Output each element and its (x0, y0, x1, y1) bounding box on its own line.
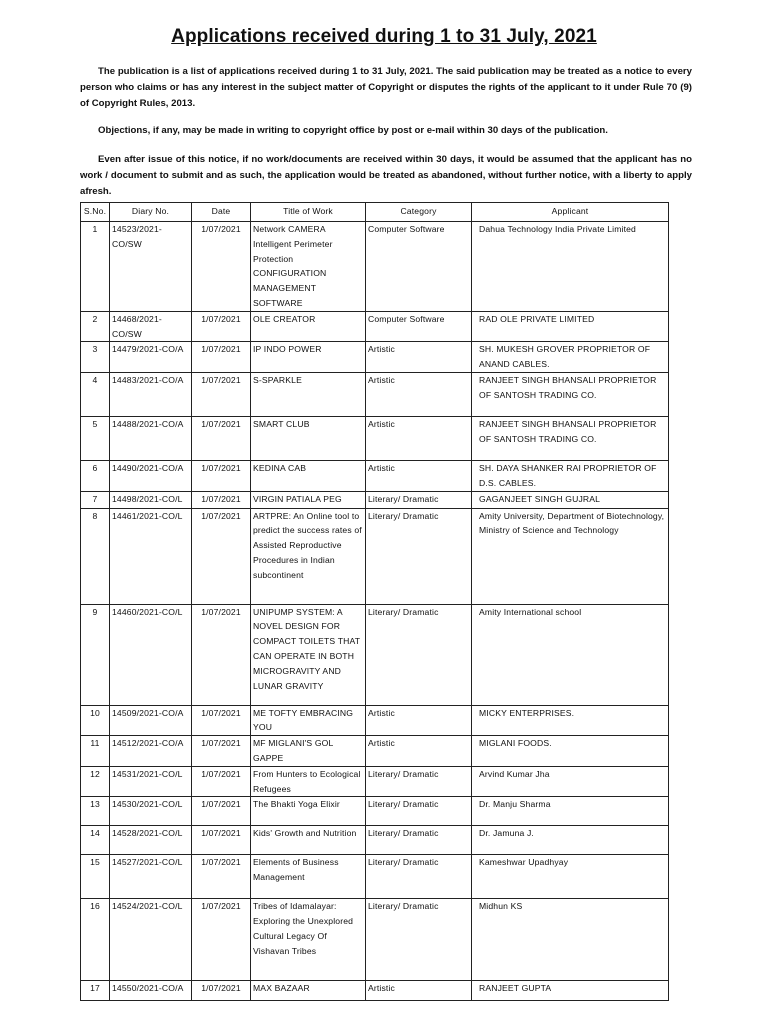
cell-applicant: Midhun KS (472, 899, 669, 981)
cell-category: Literary/ Dramatic (366, 797, 472, 826)
cell-applicant: RANJEET SINGH BHANSALI PROPRIETOR OF SANTOSH TRADING CO. (472, 372, 669, 416)
cell-date: 1/07/2021 (192, 705, 251, 736)
cell-sno: 9 (81, 604, 110, 705)
cell-sno: 17 (81, 981, 110, 1001)
cell-title-of-work: UNIPUMP SYSTEM: A NOVEL DESIGN FOR COMPACT TOILETS THAT CAN OPERATE IN BOTH MICROGRAVITY AND LUNAR GRAVITY (251, 604, 366, 705)
cell-sno: 3 (81, 342, 110, 373)
table-row (81, 491, 669, 508)
cell-title-of-work: OLE CREATOR (251, 311, 366, 342)
cell-title-of-work: Tribes of Idamalayar: Exploring the Unexplored Cultural Legacy Of Vishavan Tribes (251, 899, 366, 981)
cell-title-of-work: Kids' Growth and Nutrition (251, 826, 366, 855)
cell-diary-no: 14468/2021-CO/SW (110, 311, 192, 342)
cell-date: 1/07/2021 (192, 460, 251, 491)
cell-sno: 15 (81, 855, 110, 899)
cell-category: Artistic (366, 736, 472, 767)
cell-category: Literary/ Dramatic (366, 826, 472, 855)
cell-date: 1/07/2021 (192, 311, 251, 342)
cell-category: Computer Software (366, 222, 472, 312)
cell-applicant: RANJEET GUPTA (472, 981, 669, 1001)
cell-applicant: Dahua Technology India Private Limited (472, 222, 669, 312)
cell-applicant: RAD OLE PRIVATE LIMITED (472, 311, 669, 342)
table-row (81, 736, 669, 767)
cell-diary-no: 14490/2021-CO/A (110, 460, 192, 491)
cell-category: Literary/ Dramatic (366, 604, 472, 705)
cell-date: 1/07/2021 (192, 981, 251, 1001)
cell-diary-no: 14523/2021-CO/SW (110, 222, 192, 312)
cell-applicant: RANJEET SINGH BHANSALI PROPRIETOR OF SANTOSH TRADING CO. (472, 416, 669, 460)
cell-title-of-work: KEDINA CAB (251, 460, 366, 491)
cell-sno: 13 (81, 797, 110, 826)
cell-date: 1/07/2021 (192, 766, 251, 797)
cell-date: 1/07/2021 (192, 899, 251, 981)
cell-diary-no: 14528/2021-CO/L (110, 826, 192, 855)
cell-category: Artistic (366, 981, 472, 1001)
cell-title-of-work: S-SPARKLE (251, 372, 366, 416)
notice-paragraph (80, 64, 692, 113)
cell-applicant: SH. MUKESH GROVER PROPRIETOR OF ANAND CABLES. (472, 342, 669, 373)
cell-sno: 4 (81, 372, 110, 416)
cell-date: 1/07/2021 (192, 342, 251, 373)
cell-diary-no: 14512/2021-CO/A (110, 736, 192, 767)
cell-date: 1/07/2021 (192, 736, 251, 767)
cell-category: Artistic (366, 705, 472, 736)
cell-title-of-work: Elements of Business Management (251, 855, 366, 899)
cell-title-of-work: IP INDO POWER (251, 342, 366, 373)
cell-applicant: Kameshwar Upadhyay (472, 855, 669, 899)
cell-sno: 11 (81, 736, 110, 767)
cell-title-of-work: From Hunters to Ecological Refugees (251, 766, 366, 797)
header-date: Date (192, 203, 251, 222)
cell-category: Artistic (366, 342, 472, 373)
cell-title-of-work: SMART CLUB (251, 416, 366, 460)
cell-diary-no: 14461/2021-CO/L (110, 508, 192, 604)
cell-applicant: GAGANJEET SINGH GUJRAL (472, 491, 669, 508)
cell-category: Artistic (366, 372, 472, 416)
objections-paragraph (80, 123, 692, 139)
table-row (81, 826, 669, 855)
cell-category: Literary/ Dramatic (366, 491, 472, 508)
cell-sno: 1 (81, 222, 110, 312)
cell-applicant: Amity International school (472, 604, 669, 705)
cell-date: 1/07/2021 (192, 826, 251, 855)
cell-diary-no: 14498/2021-CO/L (110, 491, 192, 508)
cell-title-of-work: ME TOFTY EMBRACING YOU (251, 705, 366, 736)
cell-date: 1/07/2021 (192, 416, 251, 460)
cell-applicant: MIGLANI FOODS. (472, 736, 669, 767)
table-row (81, 604, 669, 705)
cell-sno: 16 (81, 899, 110, 981)
table-row (81, 899, 669, 981)
cell-diary-no: 14460/2021-CO/L (110, 604, 192, 705)
cell-date: 1/07/2021 (192, 491, 251, 508)
header-title-of-work: Title of Work (251, 203, 366, 222)
abandonment-paragraph-text: Even after issue of this notice, if no work/documents are received within 30 days, it would be assumed that the applicant has no work / document to submit and as such, the application would be treated as abandoned, without further notice, with a liberty to apply afresh. (80, 154, 692, 198)
cell-category: Literary/ Dramatic (366, 855, 472, 899)
cell-date: 1/07/2021 (192, 222, 251, 312)
cell-date: 1/07/2021 (192, 604, 251, 705)
cell-applicant: SH. DAYA SHANKER RAI PROPRIETOR OF D.S. CABLES. (472, 460, 669, 491)
cell-category: Literary/ Dramatic (366, 508, 472, 604)
cell-applicant: MICKY ENTERPRISES. (472, 705, 669, 736)
cell-sno: 6 (81, 460, 110, 491)
cell-sno: 7 (81, 491, 110, 508)
table-row (81, 766, 669, 797)
table-row (81, 705, 669, 736)
header-sno: S.No. (81, 203, 110, 222)
cell-category: Artistic (366, 416, 472, 460)
table-row (81, 460, 669, 491)
cell-sno: 8 (81, 508, 110, 604)
table-row (81, 508, 669, 604)
page-title: Applications received during 1 to 31 July, 2021 (171, 26, 597, 47)
cell-diary-no: 14524/2021-CO/L (110, 899, 192, 981)
cell-sno: 10 (81, 705, 110, 736)
table-row (81, 222, 669, 312)
table-row (81, 797, 669, 826)
table-row (81, 855, 669, 899)
table-body (81, 222, 669, 1001)
header-applicant: Applicant (472, 203, 669, 222)
cell-category: Computer Software (366, 311, 472, 342)
cell-title-of-work: Network CAMERA Intelligent Perimeter Protection CONFIGURATION MANAGEMENT SOFTWARE (251, 222, 366, 312)
table-header-row (81, 203, 669, 222)
objections-paragraph-text: Objections, if any, may be made in writing to copyright office by post or e-mail within 30 days of the publication. (98, 125, 608, 136)
cell-diary-no: 14530/2021-CO/L (110, 797, 192, 826)
cell-sno: 12 (81, 766, 110, 797)
cell-title-of-work: MF MIGLANI'S GOL GAPPE (251, 736, 366, 767)
cell-sno: 14 (81, 826, 110, 855)
cell-category: Literary/ Dramatic (366, 766, 472, 797)
cell-category: Literary/ Dramatic (366, 899, 472, 981)
table-row (81, 981, 669, 1001)
cell-category: Artistic (366, 460, 472, 491)
applications-table (80, 202, 669, 1001)
table-row (81, 311, 669, 342)
table-row (81, 342, 669, 373)
header-category: Category (366, 203, 472, 222)
cell-date: 1/07/2021 (192, 855, 251, 899)
table-row (81, 372, 669, 416)
cell-title-of-work: MAX BAZAAR (251, 981, 366, 1001)
cell-applicant: Dr. Jamuna J. (472, 826, 669, 855)
cell-diary-no: 14509/2021-CO/A (110, 705, 192, 736)
cell-date: 1/07/2021 (192, 372, 251, 416)
cell-applicant: Dr. Manju Sharma (472, 797, 669, 826)
cell-sno: 5 (81, 416, 110, 460)
abandonment-paragraph (80, 152, 692, 201)
cell-sno: 2 (81, 311, 110, 342)
cell-diary-no: 14527/2021-CO/L (110, 855, 192, 899)
cell-applicant: Arvind Kumar Jha (472, 766, 669, 797)
cell-diary-no: 14483/2021-CO/A (110, 372, 192, 416)
cell-diary-no: 14550/2021-CO/A (110, 981, 192, 1001)
cell-title-of-work: ARTPRE: An Online tool to predict the success rates of Assisted Reproductive Procedures in Indian subcontinent (251, 508, 366, 604)
cell-date: 1/07/2021 (192, 797, 251, 826)
cell-diary-no: 14488/2021-CO/A (110, 416, 192, 460)
cell-date: 1/07/2021 (192, 508, 251, 604)
header-diary-no: Diary No. (110, 203, 192, 222)
cell-diary-no: 14531/2021-CO/L (110, 766, 192, 797)
cell-diary-no: 14479/2021-CO/A (110, 342, 192, 373)
cell-title-of-work: VIRGIN PATIALA PEG (251, 491, 366, 508)
table-row (81, 416, 669, 460)
cell-title-of-work: The Bhakti Yoga Elixir (251, 797, 366, 826)
cell-applicant: Amity University, Department of Biotechnology, Ministry of Science and Technology (472, 508, 669, 604)
notice-paragraph-text: The publication is a list of applications received during 1 to 31 July, 2021. The said publication may be treated as a notice to every person who claims or has any interest in the subject matter of Copyright or disputes the rights of the applicant to it under Rule 70 (9) of Copyright Rules, 2013. (80, 66, 692, 110)
